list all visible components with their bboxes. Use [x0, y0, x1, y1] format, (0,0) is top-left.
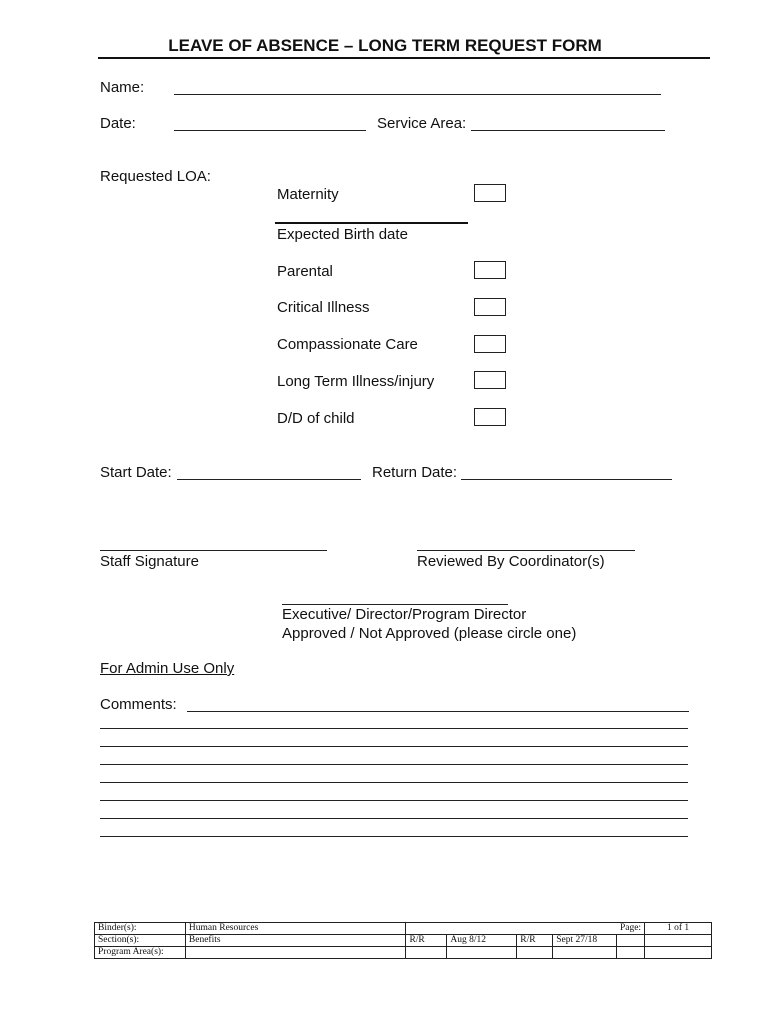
comments-line[interactable] [100, 782, 688, 783]
option-maternity-label: Maternity [277, 186, 339, 203]
page-label: Page: [406, 923, 645, 935]
parental-checkbox[interactable] [474, 261, 506, 279]
dd-of-child-checkbox[interactable] [474, 408, 506, 426]
comments-line[interactable] [100, 800, 688, 801]
title-rule [98, 57, 710, 59]
service-area-label: Service Area: [377, 115, 467, 132]
page-value: 1 of 1 [645, 923, 712, 935]
program-areas-value [185, 947, 406, 959]
executive-label: Executive/ Director/Program Director [282, 606, 527, 623]
footer-empty-cell [406, 947, 447, 959]
date-field[interactable] [174, 130, 366, 131]
comments-line[interactable] [100, 746, 688, 747]
start-date-label: Start Date: [100, 464, 172, 481]
rr-label-1: R/R [406, 935, 447, 947]
start-date-field[interactable] [177, 479, 361, 480]
option-dd-of-child-label: D/D of child [277, 410, 355, 427]
footer-empty-cell [553, 947, 617, 959]
expected-birth-date-field[interactable] [275, 222, 468, 224]
footer-empty-cell [645, 947, 712, 959]
long-term-illness-checkbox[interactable] [474, 371, 506, 389]
rr-label-2: R/R [517, 935, 553, 947]
return-date-field[interactable] [461, 479, 672, 480]
footer-empty-cell [517, 947, 553, 959]
name-label: Name: [100, 79, 145, 96]
compassionate-care-checkbox[interactable] [474, 335, 506, 353]
comments-line[interactable] [100, 728, 688, 729]
option-compassionate-care-label: Compassionate Care [277, 336, 418, 353]
binders-label: Binder(s): [95, 923, 186, 935]
return-date-label: Return Date: [372, 464, 458, 481]
sections-value: Benefits [185, 935, 406, 947]
binders-value: Human Resources [185, 923, 406, 935]
maternity-checkbox[interactable] [474, 184, 506, 202]
comments-line[interactable] [100, 764, 688, 765]
director-signature-field[interactable] [282, 604, 508, 605]
admin-label: For Admin Use Only [100, 660, 235, 677]
program-areas-label: Program Area(s): [95, 947, 186, 959]
comments-line[interactable] [187, 711, 689, 712]
requested-loa-label: Requested LOA: [100, 168, 211, 185]
document-footer [94, 922, 712, 959]
review-date-1: Aug 8/12 [447, 935, 517, 947]
form-title: LEAVE OF ABSENCE – LONG TERM REQUEST FORM [168, 36, 602, 55]
option-critical-illness-label: Critical Illness [277, 299, 370, 316]
option-parental-label: Parental [277, 263, 333, 280]
footer-empty-cell [617, 947, 645, 959]
staff-signature-label: Staff Signature [100, 553, 199, 570]
option-expected-birth-date-label: Expected Birth date [277, 226, 408, 243]
comments-line[interactable] [100, 836, 688, 837]
option-long-term-illness-label: Long Term Illness/injury [277, 373, 435, 390]
date-label: Date: [100, 115, 136, 132]
approved-label: Approved / Not Approved (please circle one) [282, 625, 577, 642]
staff-signature-field[interactable] [100, 550, 327, 551]
footer-empty-cell [645, 935, 712, 947]
footer-empty-cell [447, 947, 517, 959]
comments-label: Comments: [100, 696, 177, 713]
coordinator-signature-field[interactable] [417, 550, 635, 551]
reviewed-by-label: Reviewed By Coordinator(s) [417, 553, 605, 570]
footer-empty-cell [617, 935, 645, 947]
name-field[interactable] [174, 94, 661, 95]
review-date-2: Sept 27/18 [553, 935, 617, 947]
service-area-field[interactable] [471, 130, 665, 131]
critical-illness-checkbox[interactable] [474, 298, 506, 316]
comments-line[interactable] [100, 818, 688, 819]
sections-label: Section(s): [95, 935, 186, 947]
